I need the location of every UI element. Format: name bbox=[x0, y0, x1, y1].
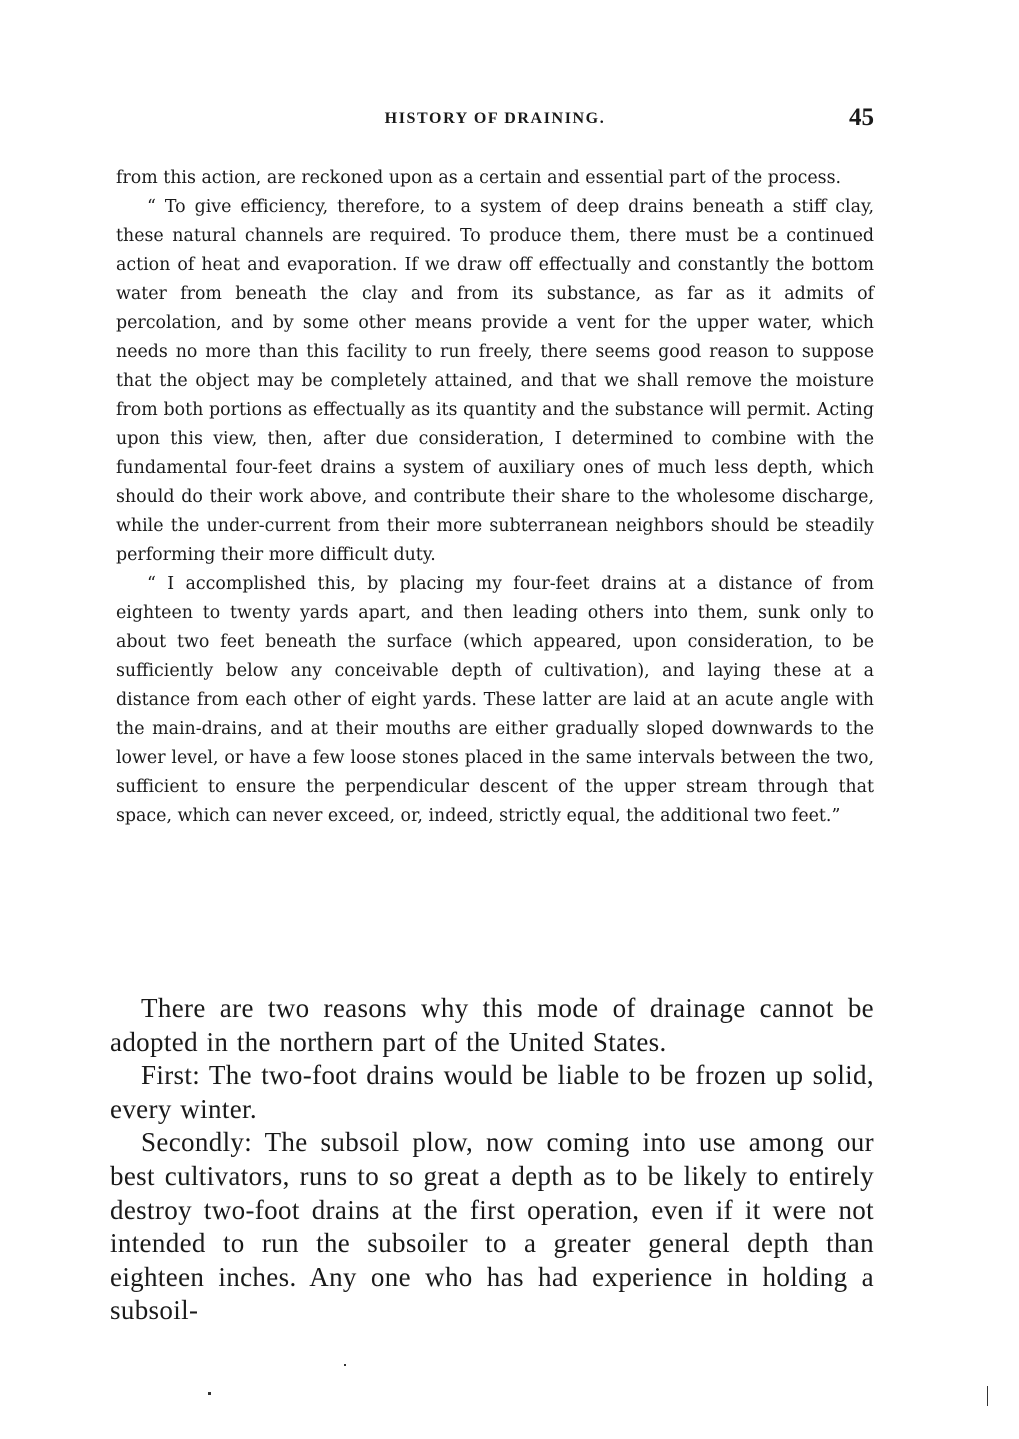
body-text bbox=[110, 992, 874, 1328]
body-paragraph-1: There are two reasons why this mode of drainage cannot be adopted in the northern part of the United States. bbox=[110, 993, 874, 1057]
quote-paragraph-3: “ I accomplished this, by placing my four-feet drains at a distance of from eighteen to twenty yards apart, and then leading others into them, sunk only to about two feet beneath the surface (which appeared, upon consideration, to be sufficiently below any conceivable depth of cultivation), and laying these at a distance from each other of eight yards. These latter are laid at an acute angle with the main-drains, and at their mouths are either gradually sloped downwards to the lower level, or have a few loose stones placed in the same intervals between the two, sufficient to ensure the perpendicular descent of the upper stream through that space, which can never exceed, or, indeed, strictly equal, the additional two feet.” bbox=[116, 574, 874, 826]
running-title: HISTORY OF DRAINING. bbox=[384, 110, 606, 127]
scan-speck bbox=[208, 1392, 211, 1395]
quote-paragraph-2: “ To give efficiency, therefore, to a system of deep drains beneath a stiff clay, these natural channels are required. To produce them, there must be a continued action of heat and evaporation. If we draw off effectually and constantly the bottom water from beneath the clay and from its substance, as far as it admits of percolation, and by some other means provide a vent for the upper water, which needs no more than this facility to run freely, there seems good reason to suppose that the object may be completely attained, and that we shall remove the moisture from both portions as effectually as its quantity and the substance will permit. Acting upon this view, then, after due consideration, I determined to combine with the fundamental four-feet drains a system of auxiliary ones of much less depth, which should do their work above, and contribute their share to the wholesome discharge, while the under-current from their more subterranean neighbors should be steadily performing their more difficult duty. bbox=[116, 197, 874, 565]
page-header bbox=[116, 104, 874, 136]
quoted-passage bbox=[116, 164, 874, 831]
quote-paragraph-1: from this action, are reckoned upon as a certain and essential part of the process. bbox=[116, 168, 842, 188]
page-number: 45 bbox=[849, 104, 874, 131]
scan-speck bbox=[344, 1364, 346, 1366]
scan-mark bbox=[987, 1386, 988, 1406]
body-paragraph-3: Secondly: The subsoil plow, now coming into use among our best cultivators, runs to so great a depth as to be likely to entirely destroy two-foot drains at the first operation, even if it were not intended to run the subsoiler to a greater general depth than eighteen inches. Any one who has had experience in holding a subsoil- bbox=[110, 1127, 874, 1326]
body-paragraph-2: First: The two-foot drains would be liable to be frozen up solid, every winter. bbox=[110, 1060, 874, 1124]
